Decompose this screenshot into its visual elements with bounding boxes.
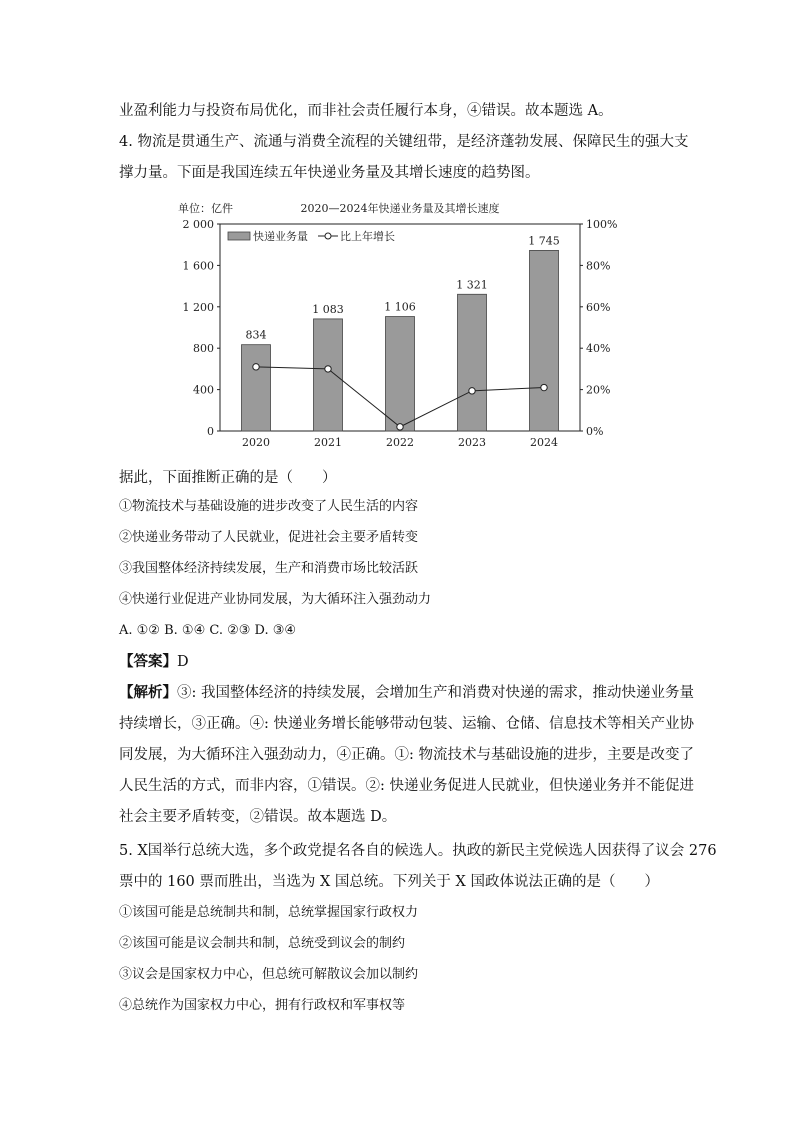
y-left-tick-label: 2 000 — [182, 218, 214, 231]
answer-choices: A. ①② B. ①④ C. ②③ D. ③④ — [119, 623, 297, 638]
growth-point-2021 — [325, 366, 331, 372]
y-right-tick-label: 40% — [586, 342, 611, 356]
bar-value-label: 834 — [245, 328, 267, 342]
y-right-tick-label: 100% — [586, 218, 618, 231]
option-2: ②快递业务带动了人民就业，促进社会主要矛盾转变 — [119, 530, 419, 545]
chart-unit-label: 单位：亿件 — [178, 202, 233, 215]
answer-line — [119, 652, 189, 672]
option-1: ①物流技术与基础设施的进步改变了人民生活的内容 — [119, 499, 419, 514]
legend-line-label: 比上年增长 — [340, 230, 395, 243]
analysis-line-4: 人民生活的方式，而非内容，①错误。②: 快递业务促进人民就业，但快递业务并不能促进 — [119, 778, 694, 794]
legend-bar-label: 快递业务量 — [253, 230, 308, 243]
answer-tag: 【答案】 — [119, 653, 177, 670]
q5-option-1: ①该国可能是总统制共和制，总统掌握国家行政权力 — [119, 905, 419, 920]
growth-point-2023 — [469, 388, 475, 394]
text-line-1: 业盈利能力与投资布局优化，而非社会责任履行本身，④错误。故本题选 A。 — [119, 103, 613, 119]
express-delivery-chart — [170, 196, 620, 454]
option-3: ③我国整体经济持续发展，生产和消费市场比较活跃 — [119, 561, 419, 576]
y-left-tick-label: 1 600 — [182, 259, 214, 273]
x-tick-label: 2024 — [530, 436, 558, 449]
q5-option-4: ④总统作为国家权力中心，拥有行政权和军事权等 — [119, 998, 406, 1013]
y-left-tick-label: 800 — [193, 342, 214, 356]
x-tick-label: 2020 — [242, 436, 270, 449]
y-left-tick-label: 1 200 — [182, 300, 214, 314]
x-tick-label: 2023 — [458, 436, 486, 449]
q5-option-3: ③议会是国家权力中心，但总统可解散议会加以制约 — [119, 967, 419, 982]
x-tick-label: 2022 — [386, 436, 414, 449]
question-4-line-2: 撑力量。下面是我国连续五年快递业务量及其增长速度的趋势图。 — [119, 165, 540, 181]
question-4-stem: 据此，下面推断正确的是（ ） — [119, 470, 337, 486]
analysis-text-1: ③: 我国整体经济的持续发展，会增加生产和消费对快递的需求，推动快递业务量 — [177, 685, 694, 701]
analysis-line-3: 同发展，为大循环注入强劲动力，④正确。①: 物流技术与基础设施的进步，主要是改变了 — [119, 747, 694, 763]
bar-2020 — [242, 345, 271, 431]
analysis-line-5: 社会主要矛盾转变，②错误。故本题选 D。 — [119, 809, 397, 825]
y-right-tick-label: 20% — [586, 383, 611, 397]
question-4-line-1: 4. 物流是贯通生产、流通与消费全流程的关键纽带，是经济蓬勃发展、保障民生的强大支 — [119, 134, 689, 150]
y-left-tick-label: 0 — [207, 425, 214, 438]
growth-point-2022 — [397, 424, 403, 430]
answer-value: D — [177, 654, 189, 670]
bar-value-label: 1 321 — [456, 278, 488, 292]
bar-2023 — [458, 294, 487, 431]
x-tick-label: 2021 — [314, 436, 342, 449]
growth-point-2024 — [541, 384, 547, 390]
q5-option-2: ②该国可能是议会制共和制，总统受到议会的制约 — [119, 936, 406, 951]
y-right-tick-label: 60% — [586, 300, 611, 314]
bar-value-label: 1 083 — [312, 302, 344, 316]
bar-value-label: 1 745 — [528, 234, 560, 248]
y-right-tick-label: 80% — [586, 259, 611, 273]
bar-2021 — [314, 319, 343, 431]
legend-bar-swatch — [228, 232, 250, 240]
bar-2022 — [386, 317, 415, 431]
analysis-line-2: 持续增长，③正确。④: 快递业务增长能够带动包装、运输、仓储、信息技术等相关产业协 — [119, 716, 694, 732]
question-5-line-2: 票中的 160 票而胜出，当选为 X 国总统。下列关于 X 国政体说法正确的是（ ） — [119, 874, 659, 890]
bar-value-label: 1 106 — [384, 300, 416, 314]
question-5-line-1: 5. X国举行总统大选，多个政党提名各自的候选人。执政的新民主党候选人因获得了议会 276 — [119, 843, 717, 859]
option-4: ④快递行业促进产业协同发展，为大循环注入强劲动力 — [119, 592, 432, 607]
y-left-tick-label: 400 — [193, 383, 214, 397]
chart-title: 2020—2024年快递业务量及其增长速度 — [300, 202, 500, 215]
analysis-tag: 【解析】 — [119, 684, 177, 701]
bar-2024 — [530, 250, 559, 431]
y-right-tick-label: 0% — [586, 425, 604, 438]
growth-point-2020 — [253, 364, 259, 370]
analysis-line-1 — [119, 683, 694, 703]
legend-line-marker — [325, 233, 331, 239]
